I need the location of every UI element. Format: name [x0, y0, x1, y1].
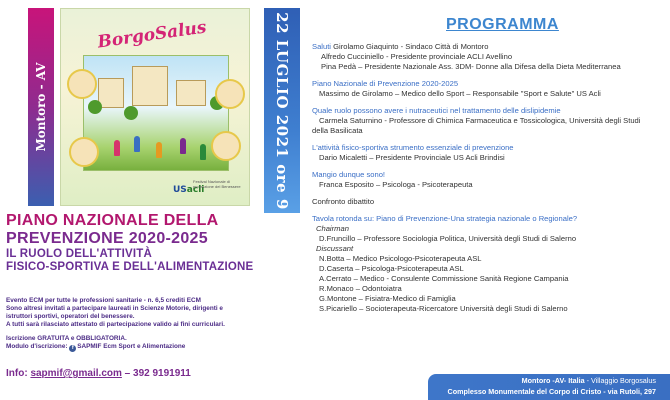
- building-shape: [176, 80, 206, 106]
- venue-address: Complesso Monumentale del Corpo di Cristo - via Rutoli, 297: [447, 387, 656, 396]
- program-section-mangio: Mangio dunque sono! Franca Esposito – Psicologa - Psicoterapeuta: [312, 170, 473, 189]
- event-info: Evento ECM per tutte le professioni sanitarie - n. 6,5 crediti ECM Sono altresì invitati a partecipare laureati in Scienze Motorie, dirigenti e istruttori sportivi, operatori del benessere. A tutti sarà rilasciato attestato di partecipazione valido ai fini curriculari. Iscrizione GRATUITA e OBBLIGATORIA. Modulo d'iscrizione: f SAPMIF Ecm Sport e Alimentazione: [6, 297, 326, 352]
- person-figure: [134, 136, 140, 152]
- borgosalus-logo: BorgoSalus: [96, 17, 208, 53]
- program-list: [312, 42, 664, 321]
- village-scene: [83, 55, 229, 171]
- venue-banner: Montoro -AV- Italia - Villaggio Borgosalus Complesso Monumentale del Corpo di Cristo - via Rutoli, 297: [428, 374, 670, 400]
- date-side-bar: [264, 8, 300, 213]
- location-side-text: Montoro - AV: [34, 62, 48, 152]
- program-section-piano: Piano Nazionale di Prevenzione 2020-2025 Massimo de Girolamo – Medico dello Sport – Responsabile "Sport e Salute" US Acli: [312, 79, 601, 98]
- building-shape: [132, 66, 168, 106]
- event-subtitle-line2: FISICO-SPORTIVA E DELL'ALIMENTAZIONE: [6, 261, 254, 273]
- person-figure: [156, 142, 162, 158]
- registration-form-link[interactable]: Modulo d'iscrizione: f SAPMIF Ecm Sport e Alimentazione: [6, 343, 186, 351]
- program-title: PROGRAMMA: [446, 16, 559, 33]
- activity-circle: [211, 131, 241, 161]
- tree-shape: [124, 106, 138, 120]
- activity-circle: [67, 69, 97, 99]
- us-acli-logo: USacli: [173, 185, 205, 195]
- person-figure: [200, 144, 206, 160]
- facebook-icon: f: [69, 345, 76, 352]
- program-section-nutraceutici: Quale ruolo possono avere i nutraceutici nel trattamento delle dislipidemie Carmela Saturnino - Professore di Chimica Farmaceutica e Tossicologica, Università degli Studi della Basilicata: [312, 106, 641, 135]
- event-subtitle-line1: IL RUOLO DELL'ATTIVITÀ: [6, 248, 152, 260]
- person-figure: [180, 138, 186, 154]
- registration-note: Iscrizione GRATUITA e OBBLIGATORIA.: [6, 335, 127, 342]
- program-tavola-rotonda: Tavola rotonda su: Piano di Prevenzione-Una strategia nazionale o Regionale? Chairman D.Fruncillo – Professore Sociologia Politica, Università degli Studi di Salerno Discussant N.Botta – Medico Psicologo-Psicoterapeuta ASL D.Caserta – Psicologa-Psicoterapeuta ASL A.Cerrato – Medico - Consulente Commissione Sanità Regione Campania R.Monaco – Odontoiatra G.Montone – Fisiatra-Medico di Famiglia S.Picariello – Socioterapeuta-Ricercatore Università degli Studi di Salerno: [312, 214, 578, 313]
- contact-email-link[interactable]: sapmif@gmail.com: [30, 368, 122, 379]
- building-shape: [98, 78, 124, 108]
- tree-shape: [88, 100, 102, 114]
- program-section-saluti: Saluti Girolamo Giaquinto - Sindaco Città di Montoro Alfredo Cucciniello - Presidente provinciale ACLI Avellino Pina Pedà – Presidente Nazionale Ass. 3DM- Donne alla Difesa della Dieta Mediterranea: [312, 42, 621, 71]
- cover-note: Festival Nazionale di promozione del Benessere: [193, 179, 241, 189]
- activity-circle: [69, 137, 99, 167]
- location-side-bar: [28, 8, 54, 206]
- program-section-attivita: L'attività fisico-sportiva strumento essenziale di prevenzione Dario Micaletti – Presidente Provinciale US Acli Brindisi: [312, 143, 514, 162]
- program-confronto: Confronto dibattito: [312, 197, 375, 206]
- event-date-time: 22 LUGLIO 2021 ore 9: [273, 11, 291, 210]
- contact-info: Info: sapmif@gmail.com – 392 9191911: [6, 368, 191, 379]
- contact-phone: – 392 9191911: [121, 368, 191, 379]
- person-figure: [114, 140, 120, 156]
- activity-circle: [215, 79, 245, 109]
- event-cover-illustration: [60, 8, 250, 206]
- event-title: PIANO NAZIONALE DELLA PREVENZIONE 2020-2025 IL RUOLO DELL'ATTIVITÀ FISICO-SPORTIVA E DELL'ALIMENTAZIONE: [6, 212, 306, 274]
